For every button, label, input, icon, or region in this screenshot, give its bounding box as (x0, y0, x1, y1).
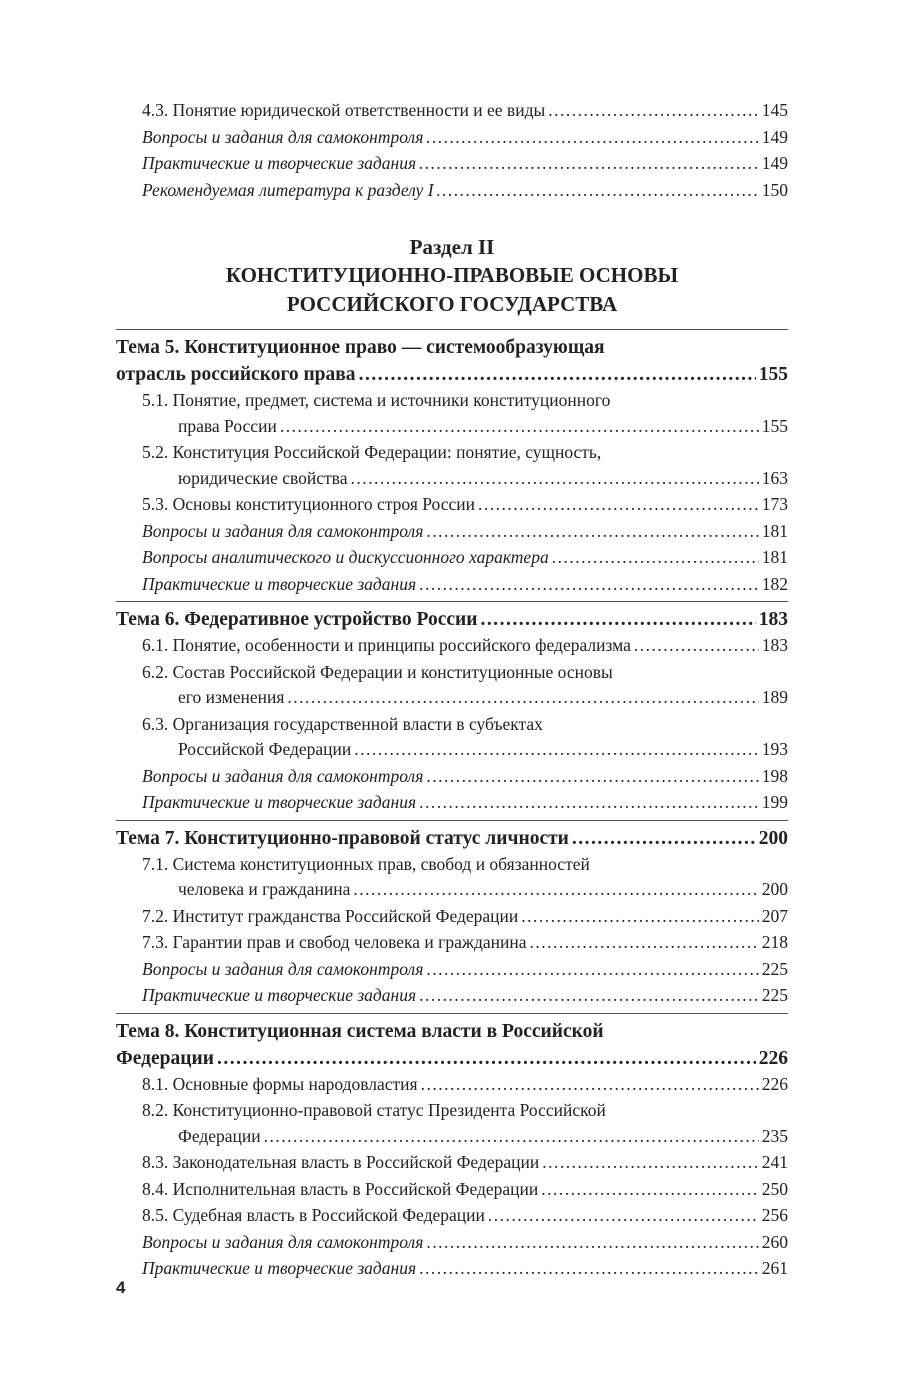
leader-dots (437, 178, 759, 204)
topic-title[interactable] (116, 1018, 788, 1072)
leader-dots (287, 685, 758, 711)
toc-entry[interactable] (116, 712, 788, 763)
entry-title: Практические и творческие задания (142, 1258, 417, 1278)
entry-page: 163 (761, 467, 788, 488)
leader-dots (354, 737, 758, 763)
toc-entry[interactable] (116, 388, 788, 439)
leader-dots (542, 1150, 759, 1176)
entry-title: 8.3. Законодательная власть в Российской Федерации (142, 1152, 540, 1172)
entry-title: Практические и творческие задания (142, 573, 417, 594)
topic-7 (116, 820, 788, 1009)
entry-page: 225 (761, 958, 788, 979)
entry-title: 8.4. Исполнительная власть в Российской Федерации (142, 1178, 539, 1199)
leader-dots (426, 519, 758, 545)
leader-dots (426, 125, 758, 151)
entry-page: 149 (761, 126, 788, 147)
entry-title: 8.5. Судебная власть в Российской Федерации (142, 1205, 485, 1225)
toc-entry[interactable] (116, 983, 788, 1009)
entry-page: 183 (761, 635, 788, 655)
entry-page: 181 (761, 520, 788, 541)
toc-entry[interactable] (116, 98, 788, 124)
entry-page: 226 (761, 1073, 788, 1094)
entry-title-line2: права России (178, 415, 277, 436)
section-title-line2: РОССИЙСКОГО ГОСУДАРСТВА (286, 292, 618, 316)
entry-page: 182 (761, 573, 788, 594)
toc-entry[interactable] (116, 440, 788, 491)
leader-dots (529, 930, 758, 956)
entry-title: Рекомендуемая литература к разделу I (142, 179, 434, 200)
entry-title: Вопросы и задания для самоконтроля (142, 958, 424, 979)
entry-page: 145 (761, 100, 788, 120)
entry-title: Вопросы и задания для самоконтроля (142, 126, 424, 147)
entry-title: Вопросы аналитического и дискуссионного характера (142, 547, 549, 567)
entry-title-line1: 5.1. Понятие, предмет, система и источники конституционного (142, 390, 611, 410)
toc-entry[interactable] (116, 660, 788, 711)
topic-title-line1: Тема 8. Конституционная система власти в Российской (116, 1020, 604, 1042)
toc-entry[interactable] (116, 633, 788, 659)
entry-page: 173 (761, 494, 788, 514)
entry-title: 7.3. Гарантии прав и свобод человека и гражданина (142, 932, 527, 952)
entry-page: 256 (761, 1205, 788, 1225)
leader-dots (480, 606, 755, 633)
topic-title-line2: Федерации (116, 1047, 214, 1069)
leader-dots (350, 466, 758, 492)
entry-page: 189 (761, 687, 788, 707)
leader-dots (426, 1230, 758, 1256)
entry-title-line2: Федерации (178, 1125, 261, 1146)
entry-title-line2: человека и гражданина (178, 879, 351, 899)
toc-entry[interactable] (116, 957, 788, 983)
toc-entry[interactable] (116, 1098, 788, 1149)
topic-page: 183 (758, 609, 788, 630)
entry-title: 6.1. Понятие, особенности и принципы российского федерализма (142, 635, 631, 655)
toc-entry[interactable] (116, 178, 788, 204)
toc-entry[interactable] (116, 904, 788, 930)
page-number: 4 (116, 1278, 126, 1297)
entry-title-line2: юридические свойства (178, 467, 348, 488)
section-title-line1: КОНСТИТУЦИОННО-ПРАВОВЫЕ ОСНОВЫ (225, 263, 679, 287)
entry-page: 250 (761, 1178, 788, 1199)
leader-dots (521, 904, 758, 930)
toc-entry[interactable] (116, 1177, 788, 1203)
leader-dots (419, 983, 759, 1009)
topic-5 (116, 329, 788, 597)
topic-6 (116, 601, 788, 816)
entry-page: 235 (761, 1125, 788, 1146)
leader-dots (541, 1177, 758, 1203)
entry-title: Практические и творческие задания (142, 985, 417, 1005)
toc-entry[interactable] (116, 852, 788, 903)
intro-entries (116, 98, 788, 203)
topic-title-line1: Тема 5. Конституционное право — системообразующая (116, 337, 605, 358)
topic-title-text: Тема 6. Федеративное устройство России (116, 609, 478, 630)
toc-entry[interactable] (116, 151, 788, 177)
leader-dots (426, 957, 758, 983)
leader-dots (419, 1256, 759, 1282)
leader-dots (552, 545, 759, 571)
leader-dots (359, 361, 756, 388)
topic-title-text: Тема 7. Конституционно-правовой статус личности (116, 827, 569, 849)
entry-title: Вопросы и задания для самоконтроля (142, 1231, 424, 1252)
entry-page: 155 (761, 415, 788, 436)
entry-title: 8.1. Основные формы народовластия (142, 1073, 418, 1094)
leader-dots (353, 877, 758, 903)
toc-entry[interactable] (116, 572, 788, 598)
leader-dots (264, 1124, 759, 1150)
toc-entry[interactable] (116, 1230, 788, 1256)
leader-dots (419, 790, 759, 816)
leader-dots (421, 1072, 759, 1098)
topic-8 (116, 1013, 788, 1282)
leader-dots (217, 1045, 756, 1072)
entry-title: 4.3. Понятие юридической ответственности и ее виды (142, 100, 546, 120)
toc-entry[interactable] (116, 1072, 788, 1098)
entry-page: 241 (761, 1152, 788, 1172)
toc-entry[interactable] (116, 930, 788, 956)
entry-page: 261 (761, 1258, 788, 1278)
entry-title-line1: 7.1. Система конституционных прав, свобод и обязанностей (142, 853, 590, 874)
entry-page: 200 (761, 879, 788, 899)
section-heading (116, 233, 788, 319)
entry-title-line1: 5.2. Конституция Российской Федерации: понятие, сущность, (142, 442, 602, 462)
entry-page: 181 (761, 547, 788, 567)
topic-page: 226 (758, 1047, 788, 1069)
topic-title-line2: отрасль российского права (116, 364, 356, 385)
leader-dots (280, 414, 759, 440)
entry-title: Практические и творческие задания (142, 792, 417, 812)
topic-page: 200 (758, 827, 788, 849)
entry-page: 193 (761, 739, 788, 759)
leader-dots (478, 492, 759, 518)
leader-dots (634, 633, 759, 659)
entry-page: 225 (761, 985, 788, 1005)
leader-dots (426, 764, 758, 790)
entry-title-line1: 8.2. Конституционно-правовой статус Президента Российской (142, 1100, 606, 1120)
toc-entry[interactable] (116, 125, 788, 151)
toc-entry[interactable] (116, 1150, 788, 1176)
toc-entry[interactable] (116, 1256, 788, 1282)
toc-entry[interactable] (116, 492, 788, 518)
toc-entry[interactable] (116, 519, 788, 545)
entry-title: Вопросы и задания для самоконтроля (142, 765, 424, 786)
entry-title-line2: его изменения (178, 687, 285, 707)
entry-page: 218 (761, 932, 788, 952)
topic-page: 155 (758, 364, 788, 385)
entry-title: Практические и творческие задания (142, 153, 417, 173)
entry-page: 260 (761, 1231, 788, 1252)
entry-title: Вопросы и задания для самоконтроля (142, 520, 424, 541)
table-of-contents (116, 98, 788, 1283)
leader-dots (548, 98, 759, 124)
topic-title[interactable] (116, 825, 788, 852)
entry-title-line1: 6.3. Организация государственной власти в субъектах (142, 713, 543, 734)
entry-page: 149 (761, 153, 788, 173)
leader-dots (419, 572, 759, 598)
leader-dots (572, 825, 756, 852)
leader-dots (419, 151, 759, 177)
entry-page: 198 (761, 765, 788, 786)
toc-entry[interactable] (116, 545, 788, 571)
entry-page: 199 (761, 792, 788, 812)
entry-title: 7.2. Институт гражданства Российской Федерации (142, 905, 519, 926)
topic-title[interactable] (116, 606, 788, 633)
toc-entry[interactable] (116, 1203, 788, 1229)
entry-page: 150 (761, 179, 788, 200)
leader-dots (488, 1203, 759, 1229)
entry-title-line2: Российской Федерации (178, 739, 352, 759)
section-label: Раздел II (409, 235, 495, 259)
entry-title: 5.3. Основы конституционного строя России (142, 494, 476, 514)
toc-entry[interactable] (116, 764, 788, 790)
entry-title-line1: 6.2. Состав Российской Федерации и конституционные основы (142, 661, 613, 682)
entry-page: 207 (761, 905, 788, 926)
topic-title[interactable] (116, 334, 788, 388)
toc-entry[interactable] (116, 790, 788, 816)
